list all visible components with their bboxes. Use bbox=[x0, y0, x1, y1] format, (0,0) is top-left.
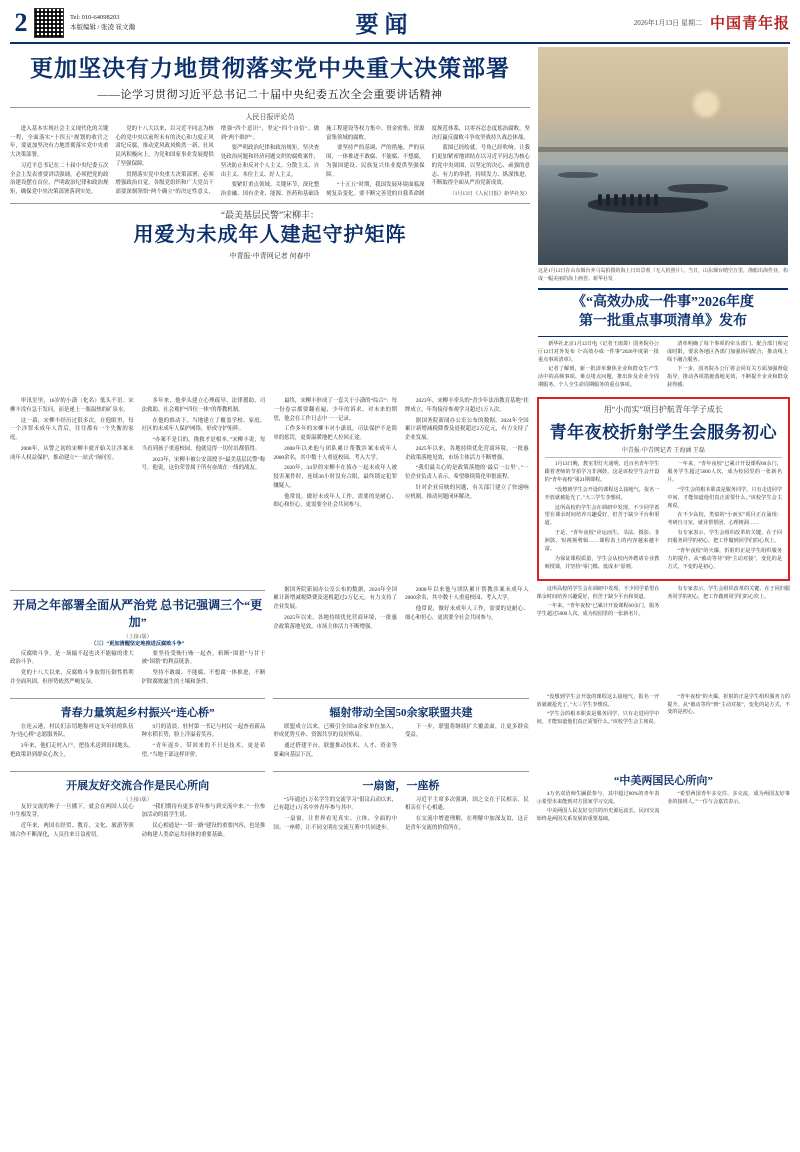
mid-para: 2025年以来，各地持续优化营商环境，一批惠企政策落地见效，市场主体活力不断增强。 bbox=[404, 445, 529, 461]
boat-shape bbox=[558, 172, 598, 178]
anti-corruption-title: 开局之年部署全面从严治党 总书记强调三个“更加” bbox=[13, 597, 263, 629]
win-para: 一扇窗，让世界看见真实、立体、全面的中国；一座桥，让不同文明在交流互鉴中共同进步。 bbox=[273, 816, 397, 831]
win-para: “5年通过1万名学生的交流学习”倡议启动以来，已有超过1万名中外青年参与其中。 bbox=[273, 796, 397, 812]
mid-stories-body bbox=[273, 397, 528, 510]
ac-para: 反腐败斗争，是一场输不起也决不能输的重大政治斗争。 bbox=[10, 650, 134, 666]
window-title: 一扇窗，一座桥 bbox=[362, 779, 440, 792]
bridge-para: 在连云港，村民们亲切地称呼这支年轻的队伍为“连心桥”志愿服务队。 bbox=[10, 723, 134, 739]
lc-para: 据国务院新闻办公室公布的数据，2024年全国累计新增减税降费及退税超过2万亿元，有力支持了企业发展。 bbox=[273, 586, 397, 611]
lead-para: 蓝图已经绘就，号角已经吹响。让我们更加紧密地团结在以习近平同志为核心的党中央周围，以坚定的决心、顽强的意志、有力的举措，持续发力、纵深推进，不断取得全面从严治党新成效。 bbox=[431, 145, 530, 187]
section-title: 要闻 bbox=[355, 12, 414, 37]
bn-para: “希望两国青年多交往、多交流，成为两国友好事业的接班人。”一位与会嘉宾表示。 bbox=[667, 790, 790, 805]
announcement-para: 记者了解到，新一批清单聚焦企业和群众生产生活中的高频事项、难点堵点问题，推出涉及企业全周期服务、个人全生命周期服务的重点事项。 bbox=[538, 366, 659, 389]
coop-body bbox=[273, 723, 528, 760]
lower-section-a bbox=[10, 586, 790, 689]
window-body bbox=[273, 796, 528, 835]
lower-right-b-body bbox=[537, 694, 790, 728]
bridge-para: “青年返乡，带回来的不只是技术，更是希望。”当地干部这样评价。 bbox=[141, 743, 266, 758]
coop-para: 联盟成立以来，已吸引全国50余家单位加入，形成优势互补、资源共享的良好格局。 bbox=[273, 723, 397, 739]
redbox-para: 1月13日晚，教室里灯火通明，近百名青年学生跟着老师的节拍学习非洲鼓，这是该校学生会开设的“青年夜校”第21期课程。 bbox=[544, 461, 660, 483]
mid-para: 2020年，34岁的宋柳丰在侦办一起未成年人被侵害案件时，连续36小时没有合眼，最终锁定犯罪嫌疑人。 bbox=[273, 465, 397, 489]
lead-para: 党的十八大以来，以习近平同志为核心的党中央以前所未有的决心和力度正风肃纪反腐，推动党风政风焕然一新、社风民风积极向上，为党和国家事业发展提供了坚强保障。 bbox=[115, 125, 214, 167]
police-para: 多年来，他牵头建立心理疏导、法律援助、司法救助、社会观护“四位一体”的帮教机制。 bbox=[141, 398, 266, 413]
announcement-title-line2: 第一批重点事项清单》发布 bbox=[579, 313, 747, 329]
announcement-para: 下一步，国务院办公厅将会同有关方面加强督促指导，推动各项措施落地见效，不断提升企业和群众获得感。 bbox=[667, 366, 788, 389]
redbox-para: 为保证课程质量，学生会从校内外聘请专业教师授课，并坚持“零门槛、低成本”原则。 bbox=[544, 555, 660, 570]
announcement-title-line1: 《“高效办成一件事”2026年度 bbox=[572, 295, 754, 310]
bn-para: 中美两国人民友好交往的历史源远流长，民间交流始终是两国关系发展的重要基础。 bbox=[536, 808, 660, 823]
police-byline: 中青报·中青网记者 何春中 bbox=[229, 251, 311, 260]
ac-para: 坚持不敢腐、不能腐、不想腐一体推进，不断铲除腐败滋生的土壤和条件。 bbox=[141, 670, 266, 685]
mid-para: 2023年，宋柳丰牵头的“青少年法治教育基地”挂牌成立，年均接待参观学习超过1万人次。 bbox=[404, 398, 529, 413]
lrb-para: “学生会的根本职责是服务同学，只有走进同学中间，才能知道他们真正需要什么。”该校学生会主席说。 bbox=[536, 711, 660, 726]
friendship-continued: （上接1版） bbox=[123, 796, 152, 803]
publication-date: 2026年1月13日 星期二 bbox=[633, 18, 702, 27]
sun-icon bbox=[693, 91, 719, 117]
police-headline: 用爱为未成年人建起守护矩阵 bbox=[133, 223, 407, 246]
photo-caption: 这是1月12日在山东烟台养马岛拍摄的海上日出景观（无人机照片）。当日，山东烟台晴空万里，渔船出海作业，构成一幅美丽的海上画卷。新华社发 bbox=[538, 269, 789, 282]
lrb-para: “没想到学生会开设的课程这么接地气，报名一开放就被抢光了。”大三学生李想说。 bbox=[536, 693, 660, 708]
lower-center-continued bbox=[273, 586, 528, 689]
mid-para: 最终，宋柳丰形成了一套关于小潇的“综合”：每一份卷宗都要翻看遍，少年的诉求、对未来的期望，他会在工作日志中一一记录。 bbox=[273, 398, 397, 422]
top-right-column bbox=[538, 47, 788, 392]
fr-para: “我们期待有更多青年参与到交流中来。”一位参加活动的留学生说。 bbox=[141, 803, 266, 819]
police-para: 审讯室里，16岁的小潇（化名）低头不语。宋柳丰没有急于发问，而是递上一瓶温热的矿泉水。 bbox=[10, 398, 134, 413]
announcement-header bbox=[538, 288, 788, 337]
lc-para: 他常说，做好未成年人工作，需要的是耐心、细心和恒心，更需要全社会共同参与。 bbox=[404, 606, 529, 621]
police-para: 在他的推动下，当地建立了覆盖学校、家庭、社区的未成年人保护网络，形成守护矩阵。 bbox=[141, 417, 266, 433]
redbox-para: “没想到学生会开设的课程这么接地气，报名一开放就被抢光了。”大三学生李想说。 bbox=[544, 486, 660, 501]
redbox-para: 一年来，“青年夜校”已累计开设课程60余门，服务学生超过5000人次，成为校园里的一张新名片。 bbox=[667, 461, 782, 483]
lr-para: 一年来，“青年夜校”已累计开设课程60余门，服务学生超过5000人次，成为校园里的一张新名片。 bbox=[536, 603, 660, 618]
police-para: 2023年，宋柳丰被公安部授予“最美基层民警”称号。他说，这份荣誉属于所有奋战在一线的战友。 bbox=[141, 456, 266, 472]
announcement-para: 清单明确了每个事项的牵头部门、配合部门和完成时限，要求各地区各部门加强协同配合，推动线上线下融合服务。 bbox=[667, 340, 788, 363]
win-para: 习近平主席多次强调，国之交在于民相亲，民相亲在于心相通。 bbox=[404, 796, 529, 812]
redbox-para: “青年夜校”的火爆，折射的正是学生组织服务力的提升。从“被动等待”到“主动对接”，变化的是方式，不变的是初心。 bbox=[667, 548, 782, 570]
lead-article bbox=[10, 47, 530, 392]
middle-section bbox=[10, 397, 790, 581]
lr-para: 有专家表示，学生会组织改革的关键，在于回归服务同学的初心，把工作做到同学们的心坎上。 bbox=[667, 585, 790, 600]
mid-para: 针对企业反映的问题，有关部门建立了快速响应机制，推动问题闭环解决。 bbox=[404, 484, 529, 500]
win-para: 在交流中增进理解，在理解中加深友谊，这正是青年交流的价值所在。 bbox=[404, 816, 529, 831]
mid-para: 工作多年的宋柳丰对小潇说，司法保护不是简单的惩罚，更要温暖地把人拉回正途。 bbox=[273, 426, 397, 442]
lead-headline: 更加坚决有力地贯彻落实党中央重大决策部署 bbox=[30, 56, 510, 81]
coop-para: 通过搭建平台，联盟推动技术、人才、资金等要素向基层下沉。 bbox=[273, 743, 397, 758]
middle-col-left bbox=[10, 397, 265, 581]
boat-shape bbox=[668, 184, 728, 193]
middle-col-center bbox=[273, 397, 528, 581]
police-body bbox=[10, 397, 265, 473]
friendship-article bbox=[10, 767, 265, 842]
redbox-body bbox=[545, 461, 782, 574]
redbox-column bbox=[537, 397, 790, 581]
anti-corruption-subtitle: （三）“更加清醒坚定地推进反腐败斗争” bbox=[90, 640, 185, 647]
redbox-para: 于是，“青年夜校”应运而生。书法、摄影、非洲鼓、短视频剪辑……课程表上的内容越来越丰富。 bbox=[544, 530, 660, 553]
lower-section-c bbox=[10, 767, 790, 842]
masthead bbox=[10, 6, 790, 44]
announcement-dateline: 新华社北京1月12日电（记者王雨萧）国务院办公厅12日对外发布《“高效办成一件事”2026年度第一批重点事项清单》。 bbox=[538, 340, 659, 363]
bn-para: 4万名双语师生踊跃参与，其中超过80%的青年表示希望未来能到对方国家学习交流。 bbox=[536, 790, 660, 805]
police-kicker: “最美基层民警”宋柳丰： bbox=[221, 209, 319, 220]
police-para: 这一幕，宋柳丰经历过很多次。在他眼里，每一个涉罪未成年人背后，往往都有一个失衡的家庭。 bbox=[10, 417, 134, 442]
page-number: 2 bbox=[14, 7, 28, 37]
bridge-para: 9月的清晨，驻村第一书记与村民一起查看新品种水稻长势，脸上洋溢着笑容。 bbox=[141, 723, 266, 739]
bottom-notes-body bbox=[537, 791, 790, 825]
mid-para: 他常说，做好未成年人工作，需要的是耐心、细心和恒心，更需要全社会共同参与。 bbox=[273, 493, 397, 509]
lrb-para: “青年夜校”的火爆，折射的正是学生组织服务力的提升。从“被动等待”到“主动对接”，变化的是方式，不变的是初心。 bbox=[667, 693, 790, 716]
lower-right-b bbox=[537, 694, 790, 762]
mid-para: “我们最关心的是政策落地的‘最后一公里’。”一位企业负责人表示，希望继续简化审批流程。 bbox=[404, 465, 529, 481]
lower-center-body bbox=[273, 586, 528, 632]
lead-para: 要严明政治纪律和政治规矩，坚决查处政治问题和经济问题交织的腐败案件，坚决防止和反对个人主义、分散主义、自由主义、本位主义、好人主义。 bbox=[220, 145, 320, 178]
lead-byline: 人民日报评论员 bbox=[245, 112, 295, 121]
redbox-para: 有专家表示，学生会组织改革的关键，在于回归服务同学的初心，把工作做到同学们的心坎上。 bbox=[667, 530, 782, 545]
lead-para: “十五五”时期，我国发展环境面临深刻复杂变化。要不断完善党的自我革命制度规范体系，以零容忍态度惩治腐败，坚决打赢反腐败斗争攻坚战持久战总体战。 bbox=[326, 125, 530, 197]
fr-para: 友好交流的种子一旦播下，就会在两国人民心中生根发芽。 bbox=[10, 803, 134, 819]
coop-article bbox=[273, 694, 528, 762]
police-para: 2008年，从警之初的宋柳丰就开始关注涉案未成年人权益保护，推动建立“一站式”询问室。 bbox=[10, 445, 134, 461]
masthead-meta bbox=[70, 13, 135, 32]
police-para: “办案不是目的，挽救才是根本。”宋柳丰说，每当看到孩子重返校园，他就觉得一切付出都值得。 bbox=[141, 437, 266, 452]
lower-right-continued bbox=[537, 586, 790, 689]
continued-from: （上接1版） bbox=[123, 633, 152, 640]
bottom-notes-title: “中美两国民心所向” bbox=[613, 774, 713, 787]
lc-para: 2008年以来他与团队累计帮教涉案未成年人2000余名，其中数十人重返校园、考入大学。 bbox=[404, 586, 529, 602]
redbox-byline: 中青报·中青网记者 王海涵 王磊 bbox=[621, 448, 705, 455]
lead-subhead: ——论学习贯彻习近平总书记二十届中央纪委五次全会重要讲话精神 bbox=[97, 88, 443, 101]
lc-para: 2025年以来，各地持续优化营商环境，一批惠企政策落地见效，市场主体活力不断增强。 bbox=[273, 614, 397, 630]
lead-para: 要坚持严的基调、严的措施、严的氛围，一体推进不敢腐、不能腐、不想腐，为强国建设、民族复兴伟业提供坚强保障。 bbox=[326, 145, 425, 178]
top-section bbox=[10, 47, 790, 392]
ac-para: 要坚持受贿行贿一起查，斩断“围猎”与甘于被“围猎”的利益链条。 bbox=[141, 650, 266, 666]
news-photo bbox=[538, 47, 788, 265]
bridge-para: 3年来，他们走村入户，把技术送到田间地头，把政策讲到群众心坎上。 bbox=[10, 743, 134, 758]
lower-right-body bbox=[537, 586, 790, 620]
redbox-kicker: 用“小而实”项目护航青年学子成长 bbox=[603, 405, 723, 415]
redbox-para: “学生会的根本职责是服务同学，只有走进同学中间，才能知道他们真正需要什么。”该校学生会主席说。 bbox=[667, 486, 782, 509]
lead-source: （1月13日《人民日报》新华社发） bbox=[449, 191, 530, 197]
bridge-body bbox=[10, 723, 265, 762]
qr-code-icon[interactable] bbox=[34, 8, 64, 38]
mid-para: 据国务院新闻办公室公布的数据，2024年全国累计新增减税降费及退税超过2万亿元，有力支持了企业发展。 bbox=[404, 417, 529, 442]
redbox-headline: 青年夜校折射学生会服务初心 bbox=[549, 423, 778, 443]
fr-para: 民心相通是“一带一路”建设的重要内容，也是推动构建人类命运共同体的重要基础。 bbox=[141, 823, 266, 838]
anti-corruption-article bbox=[10, 586, 265, 689]
redbox-para: 在不少高校，类似的“小而实”项目正在涌现：考研自习室、就业帮帮团、心理树洞…… bbox=[667, 512, 782, 527]
coop-para: 下一步，联盟将继续扩大覆盖面，让更多群众受益。 bbox=[404, 723, 529, 739]
feature-redbox bbox=[537, 397, 790, 581]
contact-phone: Tel: 010-64098203 bbox=[70, 14, 120, 22]
bridge-title: 青春力量筑起乡村振兴“连心桥” bbox=[60, 706, 215, 719]
paper-logo: 中国青年报 bbox=[709, 16, 790, 32]
photo-water bbox=[538, 165, 788, 265]
people-silhouettes bbox=[598, 194, 658, 206]
friendship-title: 开展友好交流合作是民心所向 bbox=[66, 779, 210, 792]
photo-shoreline bbox=[538, 147, 788, 152]
lead-para: 习近平总书记在二十届中央纪委五次全会上发表重要讲话强调，必须把党的政治建设摆在首位，严明政治纪律和政治规矩，确保党中央决策部署落到实处。 bbox=[10, 162, 109, 195]
bottom-notes-article bbox=[537, 767, 790, 842]
mid-para: 2008年以来他与团队累计帮教涉案未成年人2000余名，其中数十人重返校园、考入大学。 bbox=[273, 445, 397, 461]
bridge-article bbox=[10, 694, 265, 762]
window-article bbox=[273, 767, 528, 842]
redbox-para: 这所高校的学生会在调研中发现，不少同学希望在课余时间培养兴趣爱好，但苦于缺少平台和渠道。 bbox=[544, 504, 660, 527]
editors-line: 本版编辑 / 张凌 崔文瀚 bbox=[70, 23, 136, 31]
lr-para: 这所高校的学生会在调研中发现，不少同学希望在课余时间培养兴趣爱好，但苦于缺少平台和渠道。 bbox=[536, 585, 660, 600]
lead-para: 进入基本实现社会主义现代化的关键一程，全面落实“十四五”规划的收官之年，要更加坚决有力地贯彻落实党中央重大决策部署。 bbox=[10, 125, 109, 158]
lead-para: 要紧盯重点领域、关键环节，深化整治金融、国有企业、能源、医药和基础设施工程建设等权力集中、资金密集、资源富集领域的腐败。 bbox=[220, 125, 425, 197]
friendship-body bbox=[10, 803, 265, 842]
lower-section-b bbox=[10, 694, 790, 762]
coop-title: 辐射带动全国50余家联盟共建 bbox=[329, 706, 473, 719]
ac-para: 党的十八大以来，反腐败斗争取得压倒性胜利并全面巩固，但形势依然严峻复杂。 bbox=[10, 670, 134, 685]
lead-para: 贯彻落实党中央重大决策部署，必须增强政治自觉。各级党组织和广大党员干部要深刻领悟“两个确立”的决定性意义，增强“四个意识”、坚定“四个自信”、做到“两个维护”。 bbox=[115, 125, 320, 195]
announcement-body bbox=[538, 341, 788, 392]
lead-body bbox=[10, 125, 530, 199]
fr-para: 近年来，两国在经贸、教育、文化、旅游等领域合作不断深化，人员往来日益密切。 bbox=[10, 823, 134, 838]
anti-corruption-body bbox=[10, 650, 265, 689]
